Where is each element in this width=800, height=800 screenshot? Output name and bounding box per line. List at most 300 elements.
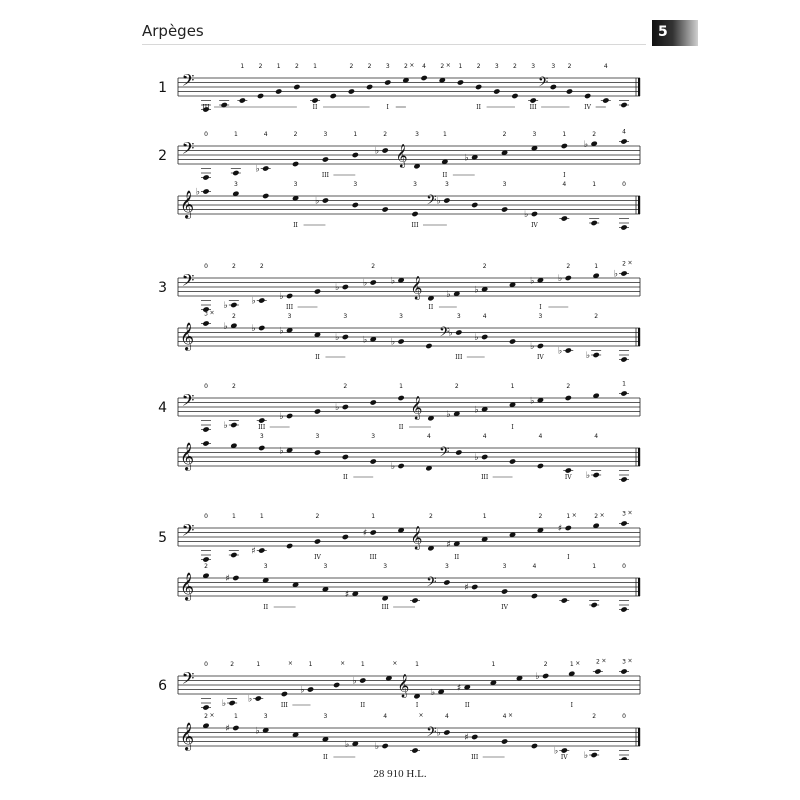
- fingering-label: 3: [259, 433, 264, 440]
- string-label: I: [563, 172, 566, 179]
- string-label: III: [455, 354, 463, 361]
- flat-icon: ♭: [524, 210, 529, 220]
- harmonic-mark: ×: [627, 259, 633, 267]
- flat-icon: ♭: [530, 276, 535, 287]
- string-label: IV: [564, 474, 572, 481]
- notehead: [481, 334, 488, 340]
- harmonic-mark: ×: [575, 659, 581, 667]
- fingering-label: 1: [594, 262, 599, 270]
- fingering-label: 3: [383, 563, 388, 570]
- fingering-label: 2: [294, 63, 299, 70]
- fingering-label: 3: [287, 313, 292, 320]
- string-label: III: [471, 754, 479, 760]
- fingering-label: 2: [513, 63, 517, 70]
- fingering-label: 2: [367, 63, 372, 70]
- fingering-label: 1: [482, 513, 487, 520]
- string-label: III: [411, 222, 419, 229]
- notehead: [314, 449, 321, 455]
- notehead: [411, 211, 418, 217]
- fingering-label: 2: [258, 63, 263, 70]
- fingering-label: 1: [399, 383, 403, 390]
- notehead: [322, 197, 329, 203]
- fingering-label: 2: [230, 661, 235, 668]
- notehead: [352, 202, 359, 208]
- notehead: [333, 682, 340, 688]
- fingering-label: 3: [532, 131, 537, 138]
- string-label: IV: [314, 554, 321, 561]
- fingering-label: 1: [569, 660, 574, 668]
- fingering-label: 4: [603, 63, 608, 70]
- notehead: [602, 97, 609, 103]
- notehead: [293, 84, 300, 90]
- fingering-label: 1: [415, 661, 419, 668]
- fingering-label: 1: [622, 380, 626, 388]
- notehead: [561, 747, 568, 753]
- notehead: [258, 547, 265, 553]
- fingering-label: 2: [622, 260, 626, 268]
- harmonic-mark: ×: [392, 660, 398, 667]
- fingering-label: 3: [622, 658, 626, 666]
- string-label: II: [476, 104, 481, 111]
- notehead: [384, 79, 391, 85]
- fingering-label: 1: [256, 661, 261, 668]
- fingering-label: 2: [592, 130, 597, 138]
- harmonic-mark: ×: [627, 657, 633, 665]
- fingering-label: 0: [622, 563, 626, 570]
- harmonic-mark: ×: [599, 511, 605, 519]
- exercise-number: 3: [158, 280, 167, 296]
- exercise-number: 1: [158, 80, 167, 96]
- notehead: [443, 729, 450, 735]
- fingering-label: 2: [315, 513, 320, 520]
- notehead: [230, 302, 237, 308]
- notehead: [620, 270, 627, 276]
- notehead: [381, 743, 388, 749]
- notehead: [286, 293, 293, 299]
- notehead: [342, 334, 349, 340]
- notehead: [202, 440, 209, 446]
- flat-icon: ♭: [335, 283, 340, 293]
- notehead: [397, 395, 404, 401]
- fingering-label: 3: [551, 63, 556, 70]
- notehead: [475, 84, 482, 90]
- sharp-icon: ♯: [464, 583, 469, 593]
- footer-catalog-number: 28 910 H.L.: [373, 768, 427, 780]
- flat-icon: ♭: [446, 289, 451, 300]
- fingering-label: 4: [562, 181, 567, 188]
- string-label: IV: [537, 354, 544, 361]
- notehead: [561, 215, 568, 221]
- flat-icon: ♭: [585, 471, 591, 481]
- fingering-label: 3: [502, 563, 507, 570]
- notehead: [275, 88, 282, 94]
- fingering-label: 1: [371, 513, 376, 520]
- fingering-label: 1: [308, 661, 313, 668]
- notehead: [239, 97, 246, 103]
- flat-icon: ♭: [464, 153, 469, 164]
- harmonic-mark: ×: [571, 512, 577, 519]
- bass-clef-icon: 𝄢: [181, 70, 195, 94]
- notehead: [481, 454, 488, 460]
- sharp-icon: ♯: [446, 539, 451, 550]
- notehead: [471, 584, 478, 590]
- fingering-label: 3: [622, 510, 626, 518]
- fingering-label: 1: [360, 661, 365, 668]
- notehead: [457, 79, 464, 85]
- flat-icon: ♭: [585, 351, 591, 361]
- string-label: III: [258, 424, 266, 431]
- fingering-label: 3: [444, 181, 449, 188]
- notehead: [342, 454, 349, 460]
- string-label: I: [567, 554, 570, 561]
- notehead: [550, 84, 557, 90]
- string-label: II: [454, 554, 460, 561]
- fingering-label: 2: [592, 713, 597, 720]
- notehead: [566, 88, 573, 94]
- bass-clef-change-icon: 𝄢: [439, 324, 450, 343]
- notehead: [307, 686, 314, 692]
- notehead: [529, 97, 536, 103]
- fingering-label: 2: [204, 562, 208, 570]
- fingering-label: 3: [456, 313, 461, 320]
- string-label: II: [360, 702, 366, 709]
- notehead: [255, 695, 262, 701]
- fingering-label: 1: [592, 563, 597, 570]
- bass-clef-icon: 𝄢: [181, 668, 195, 692]
- notehead: [531, 211, 538, 217]
- notehead: [322, 156, 329, 162]
- notehead: [620, 102, 627, 108]
- notehead: [202, 556, 209, 562]
- string-label: III: [321, 172, 329, 179]
- string-label: I: [415, 702, 419, 709]
- flat-icon: ♭: [352, 676, 357, 687]
- string-label: III: [369, 554, 377, 561]
- notehead: [202, 426, 209, 432]
- notehead: [509, 458, 516, 464]
- flat-icon: ♭: [474, 453, 479, 463]
- flat-icon: ♭: [430, 687, 436, 698]
- flat-icon: ♭: [583, 751, 589, 760]
- fingering-label: 2: [594, 512, 599, 520]
- fingering-label: 1: [240, 63, 245, 70]
- notehead: [202, 704, 209, 710]
- notehead: [292, 161, 299, 167]
- flat-icon: ♭: [335, 403, 340, 413]
- fingering-label: 4: [538, 433, 543, 440]
- notehead: [281, 691, 288, 697]
- notehead: [565, 395, 572, 401]
- fingering-label: 2: [454, 383, 459, 390]
- notehead: [620, 668, 627, 674]
- notehead: [620, 356, 627, 362]
- fingering-label: 3: [353, 181, 358, 188]
- harmonic-mark: ×: [445, 62, 451, 69]
- fingering-label: 0: [204, 661, 208, 668]
- flat-icon: ♭: [279, 412, 284, 422]
- notehead: [620, 138, 627, 144]
- harmonic-mark: ×: [340, 660, 346, 667]
- notehead: [342, 404, 349, 410]
- notehead: [258, 445, 265, 451]
- string-label: I: [570, 702, 573, 709]
- fingering-label: 4: [482, 313, 487, 320]
- flat-icon: ♭: [279, 446, 284, 457]
- fingering-label: 4: [482, 433, 487, 440]
- fingering-label: 0: [204, 263, 208, 270]
- string-label: III: [381, 604, 389, 611]
- flat-icon: ♭: [390, 337, 396, 348]
- notehead: [202, 174, 209, 180]
- flat-icon: ♭: [345, 739, 350, 750]
- notehead: [230, 552, 237, 558]
- flat-icon: ♭: [315, 196, 320, 207]
- string-label: IV: [501, 604, 508, 611]
- harmonic-mark: ×: [209, 711, 215, 719]
- bass-clef-icon: 𝄢: [181, 390, 195, 414]
- flat-icon: ♭: [448, 328, 453, 339]
- string-label: III: [286, 304, 294, 311]
- notehead: [501, 206, 508, 212]
- flat-icon: ♭: [613, 269, 618, 280]
- notehead: [471, 202, 478, 208]
- flat-icon: ♭: [583, 139, 589, 150]
- notehead: [565, 347, 572, 353]
- notehead: [594, 668, 601, 674]
- flat-icon: ♭: [362, 335, 368, 346]
- fingering-label: 3: [323, 131, 328, 138]
- notehead: [342, 284, 349, 290]
- treble-clef-change-icon: 𝄞: [397, 673, 410, 697]
- treble-clef-change-icon: 𝄞: [395, 143, 408, 167]
- notehead: [232, 575, 239, 581]
- sharp-icon: ♯: [225, 574, 230, 584]
- flat-icon: ♭: [223, 421, 228, 431]
- bass-clef-icon: 𝄢: [181, 270, 195, 294]
- fingering-label: 4: [263, 131, 268, 138]
- fingering-label: 3: [371, 433, 376, 440]
- bass-clef-change-icon: 𝄢: [426, 192, 437, 211]
- flat-icon: ♭: [251, 324, 256, 334]
- fingering-label: 0: [204, 383, 208, 390]
- fingering-label: 3: [204, 310, 208, 318]
- flat-icon: ♭: [554, 746, 559, 757]
- notehead: [531, 593, 538, 599]
- notehead: [366, 84, 373, 90]
- notehead: [258, 297, 265, 303]
- flat-icon: ♭: [390, 462, 396, 472]
- fingering-label: 3: [323, 563, 328, 570]
- notehead: [342, 534, 349, 540]
- page-title: Arpèges: [142, 22, 204, 40]
- notehead: [228, 700, 235, 706]
- string-label: III: [280, 702, 288, 709]
- fingering-label: 2: [502, 131, 507, 138]
- notehead: [370, 279, 377, 285]
- string-label: IV: [531, 222, 538, 229]
- fingering-label: 1: [231, 513, 236, 520]
- final-barline-thick: [638, 448, 640, 466]
- notehead: [565, 525, 572, 531]
- notehead: [370, 458, 377, 464]
- exercise-number: 5: [158, 530, 167, 546]
- fingering-label: 3: [415, 131, 419, 138]
- string-label: IV: [584, 104, 592, 111]
- bass-clef-change-icon: 𝄢: [439, 444, 450, 463]
- fingering-label: 2: [476, 63, 481, 70]
- fingering-label: 2: [259, 263, 264, 270]
- final-barline-thick: [638, 578, 640, 596]
- string-label: III: [481, 474, 489, 481]
- notehead: [286, 413, 293, 419]
- notehead: [314, 408, 321, 414]
- string-label: II: [293, 222, 298, 229]
- notehead: [397, 338, 404, 344]
- fingering-label: 2: [204, 712, 208, 720]
- fingering-label: 3: [343, 313, 348, 320]
- fingering-label: 3: [444, 563, 449, 570]
- fingering-label: 1: [566, 513, 571, 520]
- string-label: I: [386, 104, 389, 111]
- fingering-label: 0: [204, 131, 208, 138]
- flat-icon: ♭: [362, 278, 368, 289]
- notehead: [620, 224, 627, 230]
- fingering-label: 2: [440, 63, 445, 70]
- fingering-label: 3: [531, 63, 536, 70]
- notehead: [493, 88, 500, 94]
- fingering-label: 2: [343, 383, 348, 390]
- string-label: IV: [560, 754, 568, 760]
- notehead: [314, 288, 321, 294]
- fingering-label: 3: [538, 313, 543, 320]
- notehead: [590, 602, 597, 608]
- bass-clef-change-icon: 𝄢: [426, 724, 437, 743]
- notehead: [471, 734, 478, 740]
- fingering-label: 1: [592, 181, 597, 188]
- string-label: II: [464, 702, 470, 709]
- flat-icon: ♭: [558, 346, 563, 357]
- notehead: [311, 97, 318, 103]
- notehead: [542, 673, 549, 679]
- flat-icon: ♭: [530, 396, 535, 407]
- notehead: [420, 75, 427, 81]
- final-barline-thick: [638, 728, 640, 746]
- flat-icon: ♭: [300, 685, 305, 696]
- fingering-label: 0: [622, 181, 626, 188]
- fingering-label: 1: [562, 131, 567, 138]
- notehead: [230, 422, 237, 428]
- fingering-label: 1: [458, 63, 463, 70]
- string-label: III: [529, 104, 537, 111]
- fingering-label: 3: [293, 181, 298, 188]
- notehead: [565, 275, 572, 281]
- notehead: [286, 543, 293, 549]
- exercise-number: 2: [158, 148, 167, 164]
- fingering-label: 3: [413, 181, 417, 188]
- fingering-label: 2: [566, 263, 571, 270]
- fingering-label: 2: [293, 131, 298, 138]
- fingering-label: 1: [353, 131, 358, 138]
- flat-icon: ♭: [223, 321, 228, 332]
- notehead: [620, 756, 627, 760]
- notehead: [537, 343, 544, 349]
- exercise-number: 6: [158, 678, 167, 694]
- treble-clef-icon: 𝄞: [179, 190, 195, 218]
- notehead: [348, 88, 355, 94]
- notehead: [352, 152, 359, 158]
- flat-icon: ♭: [390, 276, 396, 287]
- sharp-icon: ♯: [557, 524, 563, 534]
- notehead: [511, 93, 518, 99]
- treble-clef-change-icon: 𝄞: [410, 395, 423, 419]
- string-label: II: [342, 474, 348, 481]
- sharp-icon: ♯: [225, 724, 230, 734]
- fingering-label: 2: [595, 658, 600, 666]
- sharp-icon: ♯: [251, 546, 256, 557]
- flat-icon: ♭: [255, 726, 260, 737]
- notehead: [202, 188, 209, 194]
- fingering-label: 2: [231, 383, 236, 390]
- flat-icon: ♭: [446, 409, 451, 420]
- fingering-label: 1: [510, 383, 515, 390]
- notehead: [592, 472, 599, 478]
- notehead: [359, 677, 366, 683]
- fingering-label: 3: [385, 63, 390, 70]
- string-label: III: [202, 104, 210, 111]
- harmonic-mark: ×: [601, 657, 607, 665]
- flat-icon: ♭: [248, 694, 253, 705]
- fingering-label: 1: [313, 63, 317, 70]
- fingering-label: 2: [594, 313, 599, 320]
- notehead: [620, 390, 627, 396]
- notehead: [620, 476, 627, 482]
- bass-clef-icon: 𝄢: [181, 138, 195, 162]
- notehead: [537, 463, 544, 469]
- notehead: [314, 538, 321, 544]
- notehead: [425, 343, 432, 349]
- notehead: [330, 93, 337, 99]
- bass-clef-change-icon: 𝄢: [537, 74, 549, 93]
- notehead: [381, 147, 388, 153]
- notehead: [592, 352, 599, 358]
- notehead: [262, 165, 269, 171]
- flat-icon: ♭: [335, 333, 340, 343]
- fingering-label: 2: [429, 513, 433, 520]
- notehead: [501, 588, 508, 594]
- fingering-label: 1: [233, 131, 238, 138]
- notehead: [590, 220, 597, 226]
- fingering-label: 4: [444, 713, 449, 720]
- fingering-label: 0: [622, 713, 626, 720]
- notehead: [258, 417, 265, 423]
- fingering-label: 2: [482, 263, 487, 270]
- fingering-label: 2: [231, 312, 236, 320]
- notehead: [202, 320, 209, 326]
- notehead: [455, 449, 462, 455]
- notehead: [561, 143, 568, 149]
- treble-clef-icon: 𝄞: [179, 442, 195, 470]
- string-label: II: [398, 424, 404, 431]
- notehead: [590, 752, 597, 758]
- final-barline-thick: [638, 196, 640, 214]
- notehead: [561, 597, 568, 603]
- string-label: II: [263, 604, 269, 611]
- notehead: [232, 725, 239, 731]
- notehead: [620, 520, 627, 526]
- sharp-icon: ♯: [362, 528, 368, 539]
- notehead: [620, 606, 627, 612]
- fingering-label: 3: [323, 713, 328, 720]
